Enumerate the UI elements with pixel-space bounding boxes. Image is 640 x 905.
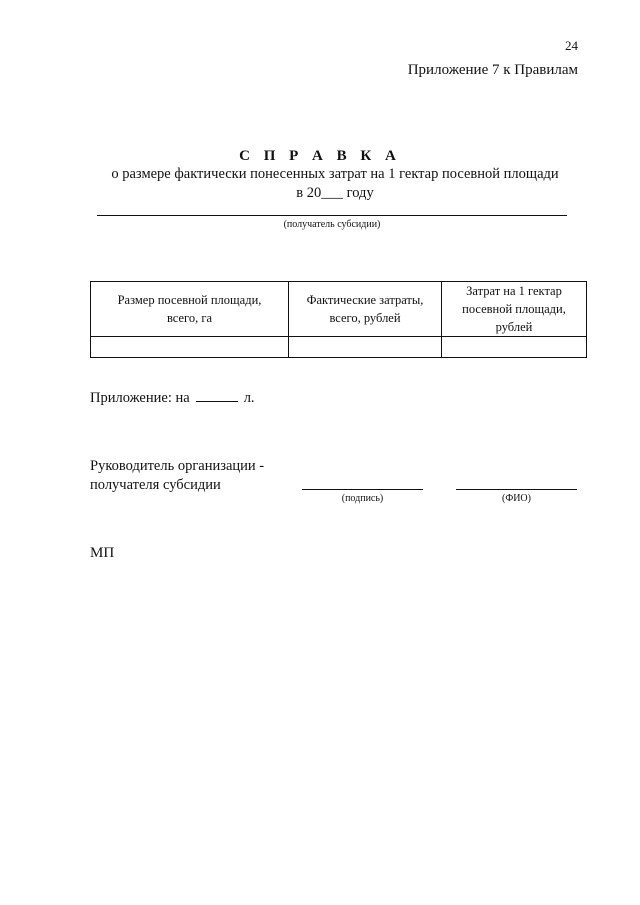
fio-caption: (ФИО): [501, 493, 531, 504]
attachment-prefix: Приложение: на: [90, 390, 190, 406]
recipient-caption: (получатель субсидии): [283, 219, 381, 230]
attachment-pages-field[interactable]: [196, 389, 238, 402]
document-title: С П Р А В К А: [239, 148, 401, 164]
table-header-row: [91, 282, 587, 337]
header-cell-area: Размер посевной площади, всего, га: [91, 282, 289, 337]
head-title: [90, 457, 264, 495]
signature-caption: (подпись): [341, 493, 384, 504]
expense-table: [90, 281, 587, 358]
subtitle-line-2: в 20___ году: [296, 185, 374, 201]
header-cell-actual-costs: Фактические затраты, всего, рублей: [289, 282, 442, 337]
table-cell-actual-costs-value[interactable]: [289, 337, 442, 358]
head-title-line-2: получателя субсидии: [90, 477, 221, 493]
fio-field[interactable]: [456, 489, 577, 490]
signature-field[interactable]: [302, 489, 423, 490]
stamp-placeholder: МП: [90, 545, 115, 561]
document-subtitle: [90, 165, 580, 203]
page-number: 24: [565, 38, 578, 53]
table-cell-cost-per-hectare-value[interactable]: [442, 337, 587, 358]
appendix-note: Приложение 7 к Правилам: [407, 62, 578, 78]
header-cell-cost-per-hectare: Затрат на 1 гектар посевной площади, рублей: [442, 282, 587, 337]
recipient-field[interactable]: [97, 215, 567, 216]
subtitle-line-1: о размере фактически понесенных затрат на 1 гектар посевной площади: [111, 166, 559, 182]
head-title-line-1: Руководитель организации -: [90, 458, 265, 474]
table-cell-area-value[interactable]: [91, 337, 289, 358]
attachment-suffix: л.: [243, 390, 255, 406]
table-row: [91, 337, 587, 358]
attachment-line: [90, 389, 255, 407]
